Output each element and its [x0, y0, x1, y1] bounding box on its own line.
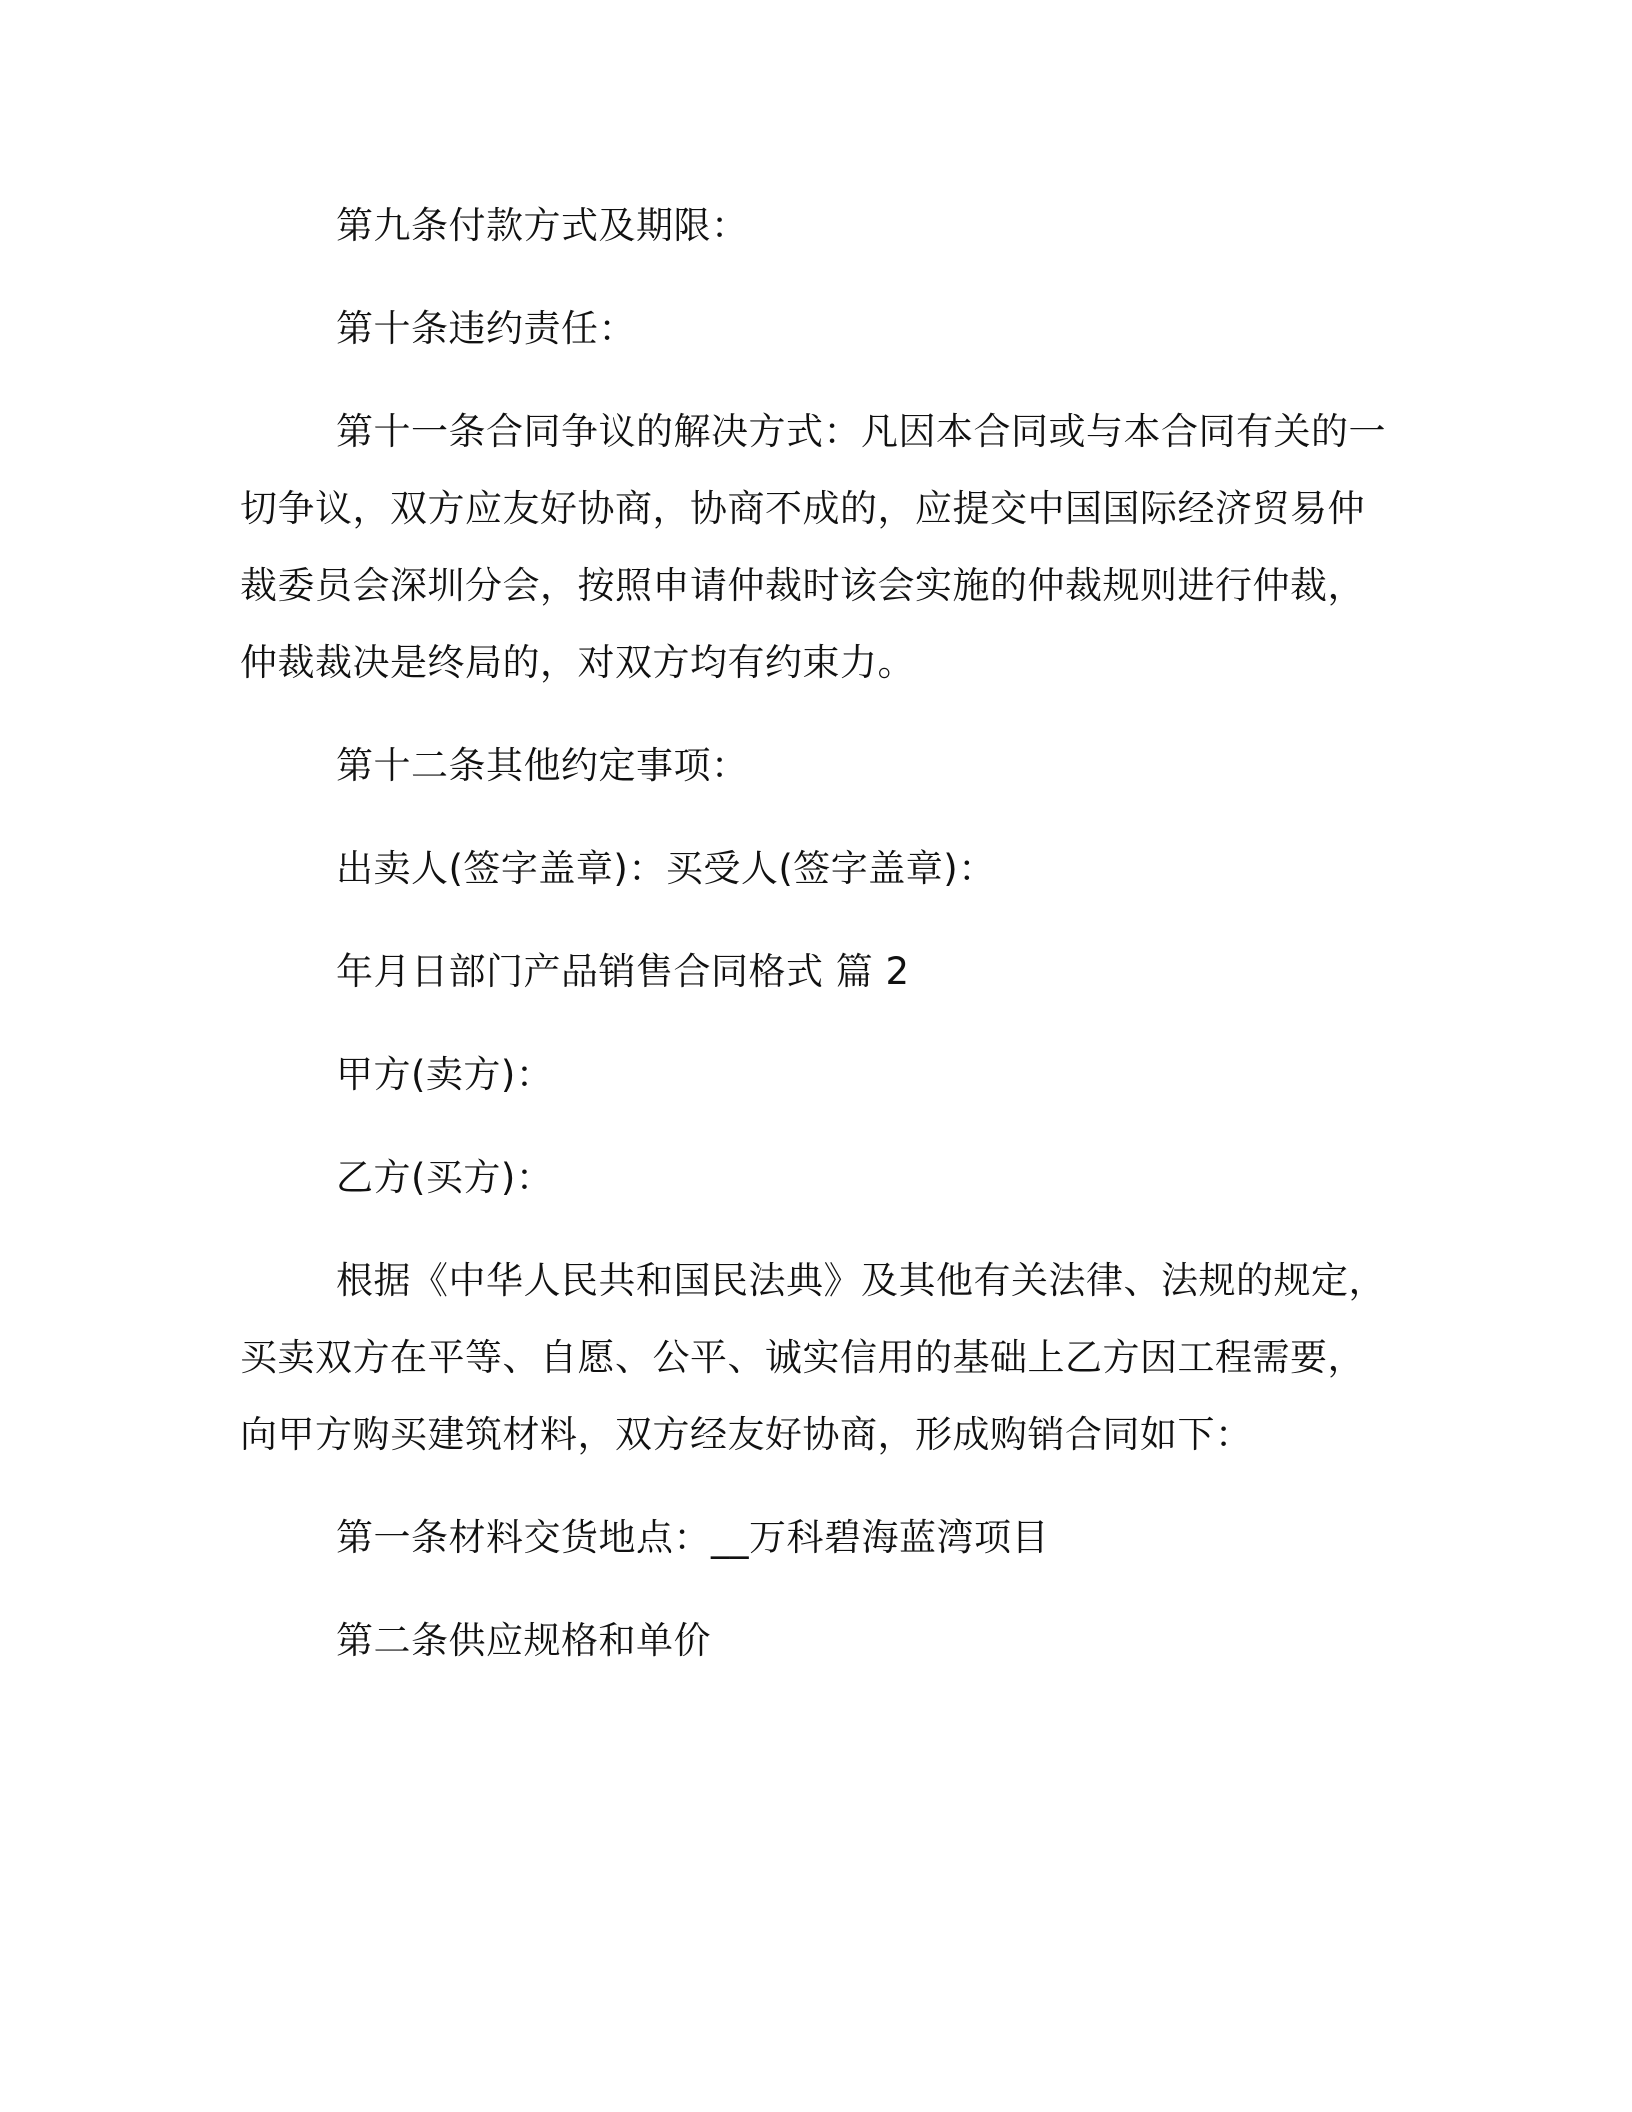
article-9-line: 第九条付款方式及期限：	[336, 204, 749, 247]
article-10-line: 第十条违约责任：	[336, 307, 636, 350]
article-11-line-3: 裁委员会深圳分会，按照申请仲裁时该会实施的仲裁规则进行仲裁，	[240, 564, 1365, 607]
party-a-line: 甲方(卖方)：	[336, 1053, 554, 1096]
article-1-line: 第一条材料交货地点：__万科碧海蓝湾项目	[336, 1516, 1049, 1559]
preamble-line-3: 向甲方购买建筑材料，双方经友好协商，形成购销合同如下：	[240, 1413, 1253, 1456]
section-heading-line: 年月日部门产品销售合同格式 篇 2	[336, 950, 910, 993]
article-11-line-1: 第十一条合同争议的解决方式：凡因本合同或与本合同有关的一	[336, 410, 1386, 453]
article-11-line-2: 切争议，双方应友好协商，协商不成的，应提交中国国际经济贸易仲	[240, 487, 1365, 530]
signatures-line: 出卖人(签字盖章)：买受人(签字盖章)：	[336, 847, 996, 890]
article-11-line-4: 仲裁裁决是终局的，对双方均有约束力。	[240, 641, 915, 684]
party-b-line: 乙方(买方)：	[336, 1156, 554, 1199]
preamble-line-2: 买卖双方在平等、自愿、公平、诚实信用的基础上乙方因工程需要，	[240, 1336, 1365, 1379]
preamble-line-1: 根据《中华人民共和国民法典》及其他有关法律、法规的规定，	[336, 1259, 1386, 1302]
article-2-line: 第二条供应规格和单价	[336, 1619, 711, 1662]
article-12-line: 第十二条其他约定事项：	[336, 744, 749, 787]
